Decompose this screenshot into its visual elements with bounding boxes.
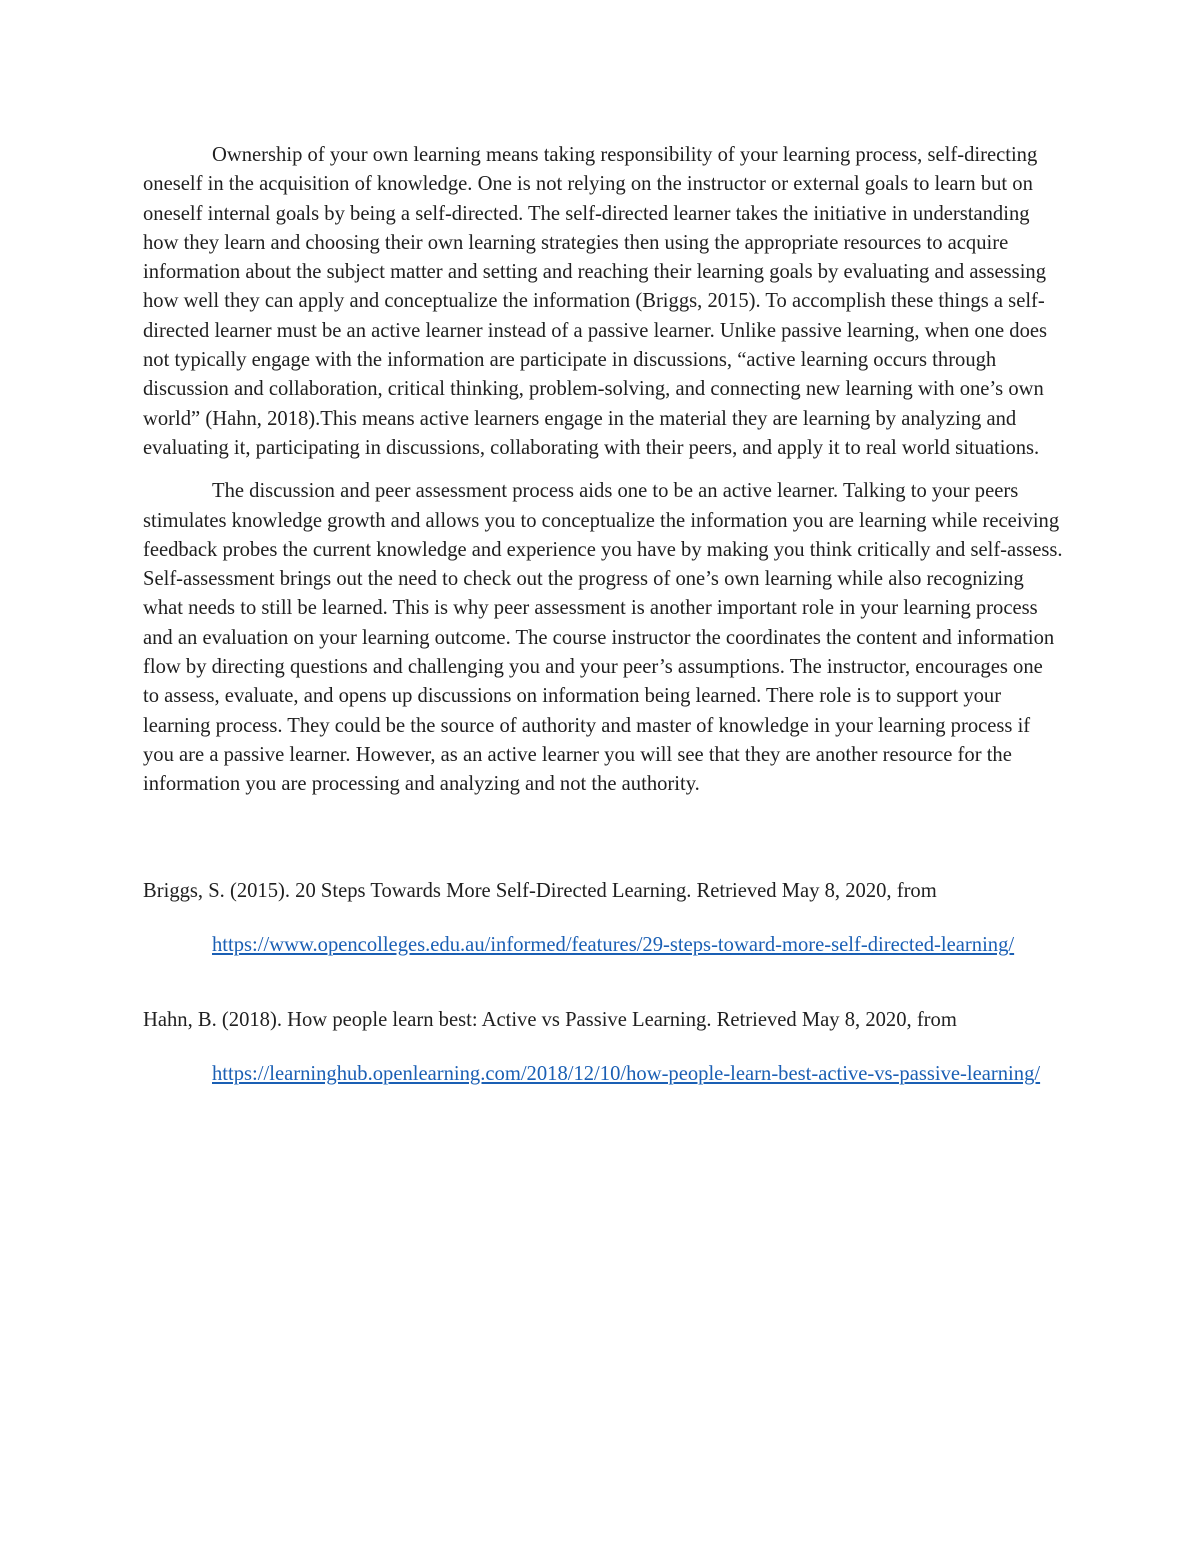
reference-hahn-link[interactable]: https://learninghub.openlearning.com/2018/12/10/how-people-learn-best-active-vs-passive-learning/ — [212, 1063, 1041, 1086]
reference-briggs-link[interactable]: https://www.opencolleges.edu.au/informed/features/29-steps-toward-more-self-directed-learning/ — [212, 934, 1015, 957]
document-page — [143, 141, 1063, 1102]
body-paragraph-1: Ownership of your own learning means taking responsibility of your learning process, self-directing oneself in the acquisition of knowledge. One is not relying on the instructor or external goals to learn but on oneself internal goals by being a self-directed. The self-directed learner takes the initiative in understanding how they learn and choosing their own learning strategies then using the appropriate resources to acquire information about the subject matter and setting and reaching their learning goals by evaluating and assessing how well they can apply and conceptualize the information (Briggs, 2015). To accomplish these things a self-directed learner must be an active learner instead of a passive learner. Unlike passive learning, when one does not typically engage with the information are participate in discussions, “active learning occurs through discussion and collaboration, critical thinking, problem-solving, and connecting new learning with one’s own world” (Hahn, 2018).This means active learners engage in the material they are learning by analyzing and evaluating it, participating in discussions, collaborating with their peers, and apply it to real world situations. — [143, 144, 1048, 459]
body-paragraph-2: The discussion and peer assessment process aids one to be an active learner. Talking to your peers stimulates knowledge growth and allows you to conceptualize the information you are learning while receiving feedback probes the current knowledge and experience you have by making you think critically and self-assess. Self-assessment brings out the need to check out the progress of one’s own learning while also recognizing what needs to still be learned. This is why peer assessment is another important role in your learning process and an evaluation on your learning outcome. The course instructor the coordinates the content and information flow by directing questions and challenging you and your peer’s assumptions. The instructor, encourages one to assess, evaluate, and opens up discussions on information being learned. There role is to support your learning process. They could be the source of authority and master of knowledge in your learning process if you are a passive learner. However, as an active learner you will see that they are another resource for the information you are processing and analyzing and not the authority. — [143, 480, 1063, 796]
reference-briggs-text: Briggs, S. (2015). 20 Steps Towards More Self-Directed Learning. Retrieved May 8, 2020, from — [143, 879, 937, 902]
reference-hahn — [143, 993, 1063, 1102]
reference-briggs — [143, 864, 1063, 973]
reference-hahn-text: Hahn, B. (2018). How people learn best: Active vs Passive Learning. Retrieved May 8, 2020, from — [143, 1008, 957, 1031]
references-section — [143, 864, 1063, 1102]
